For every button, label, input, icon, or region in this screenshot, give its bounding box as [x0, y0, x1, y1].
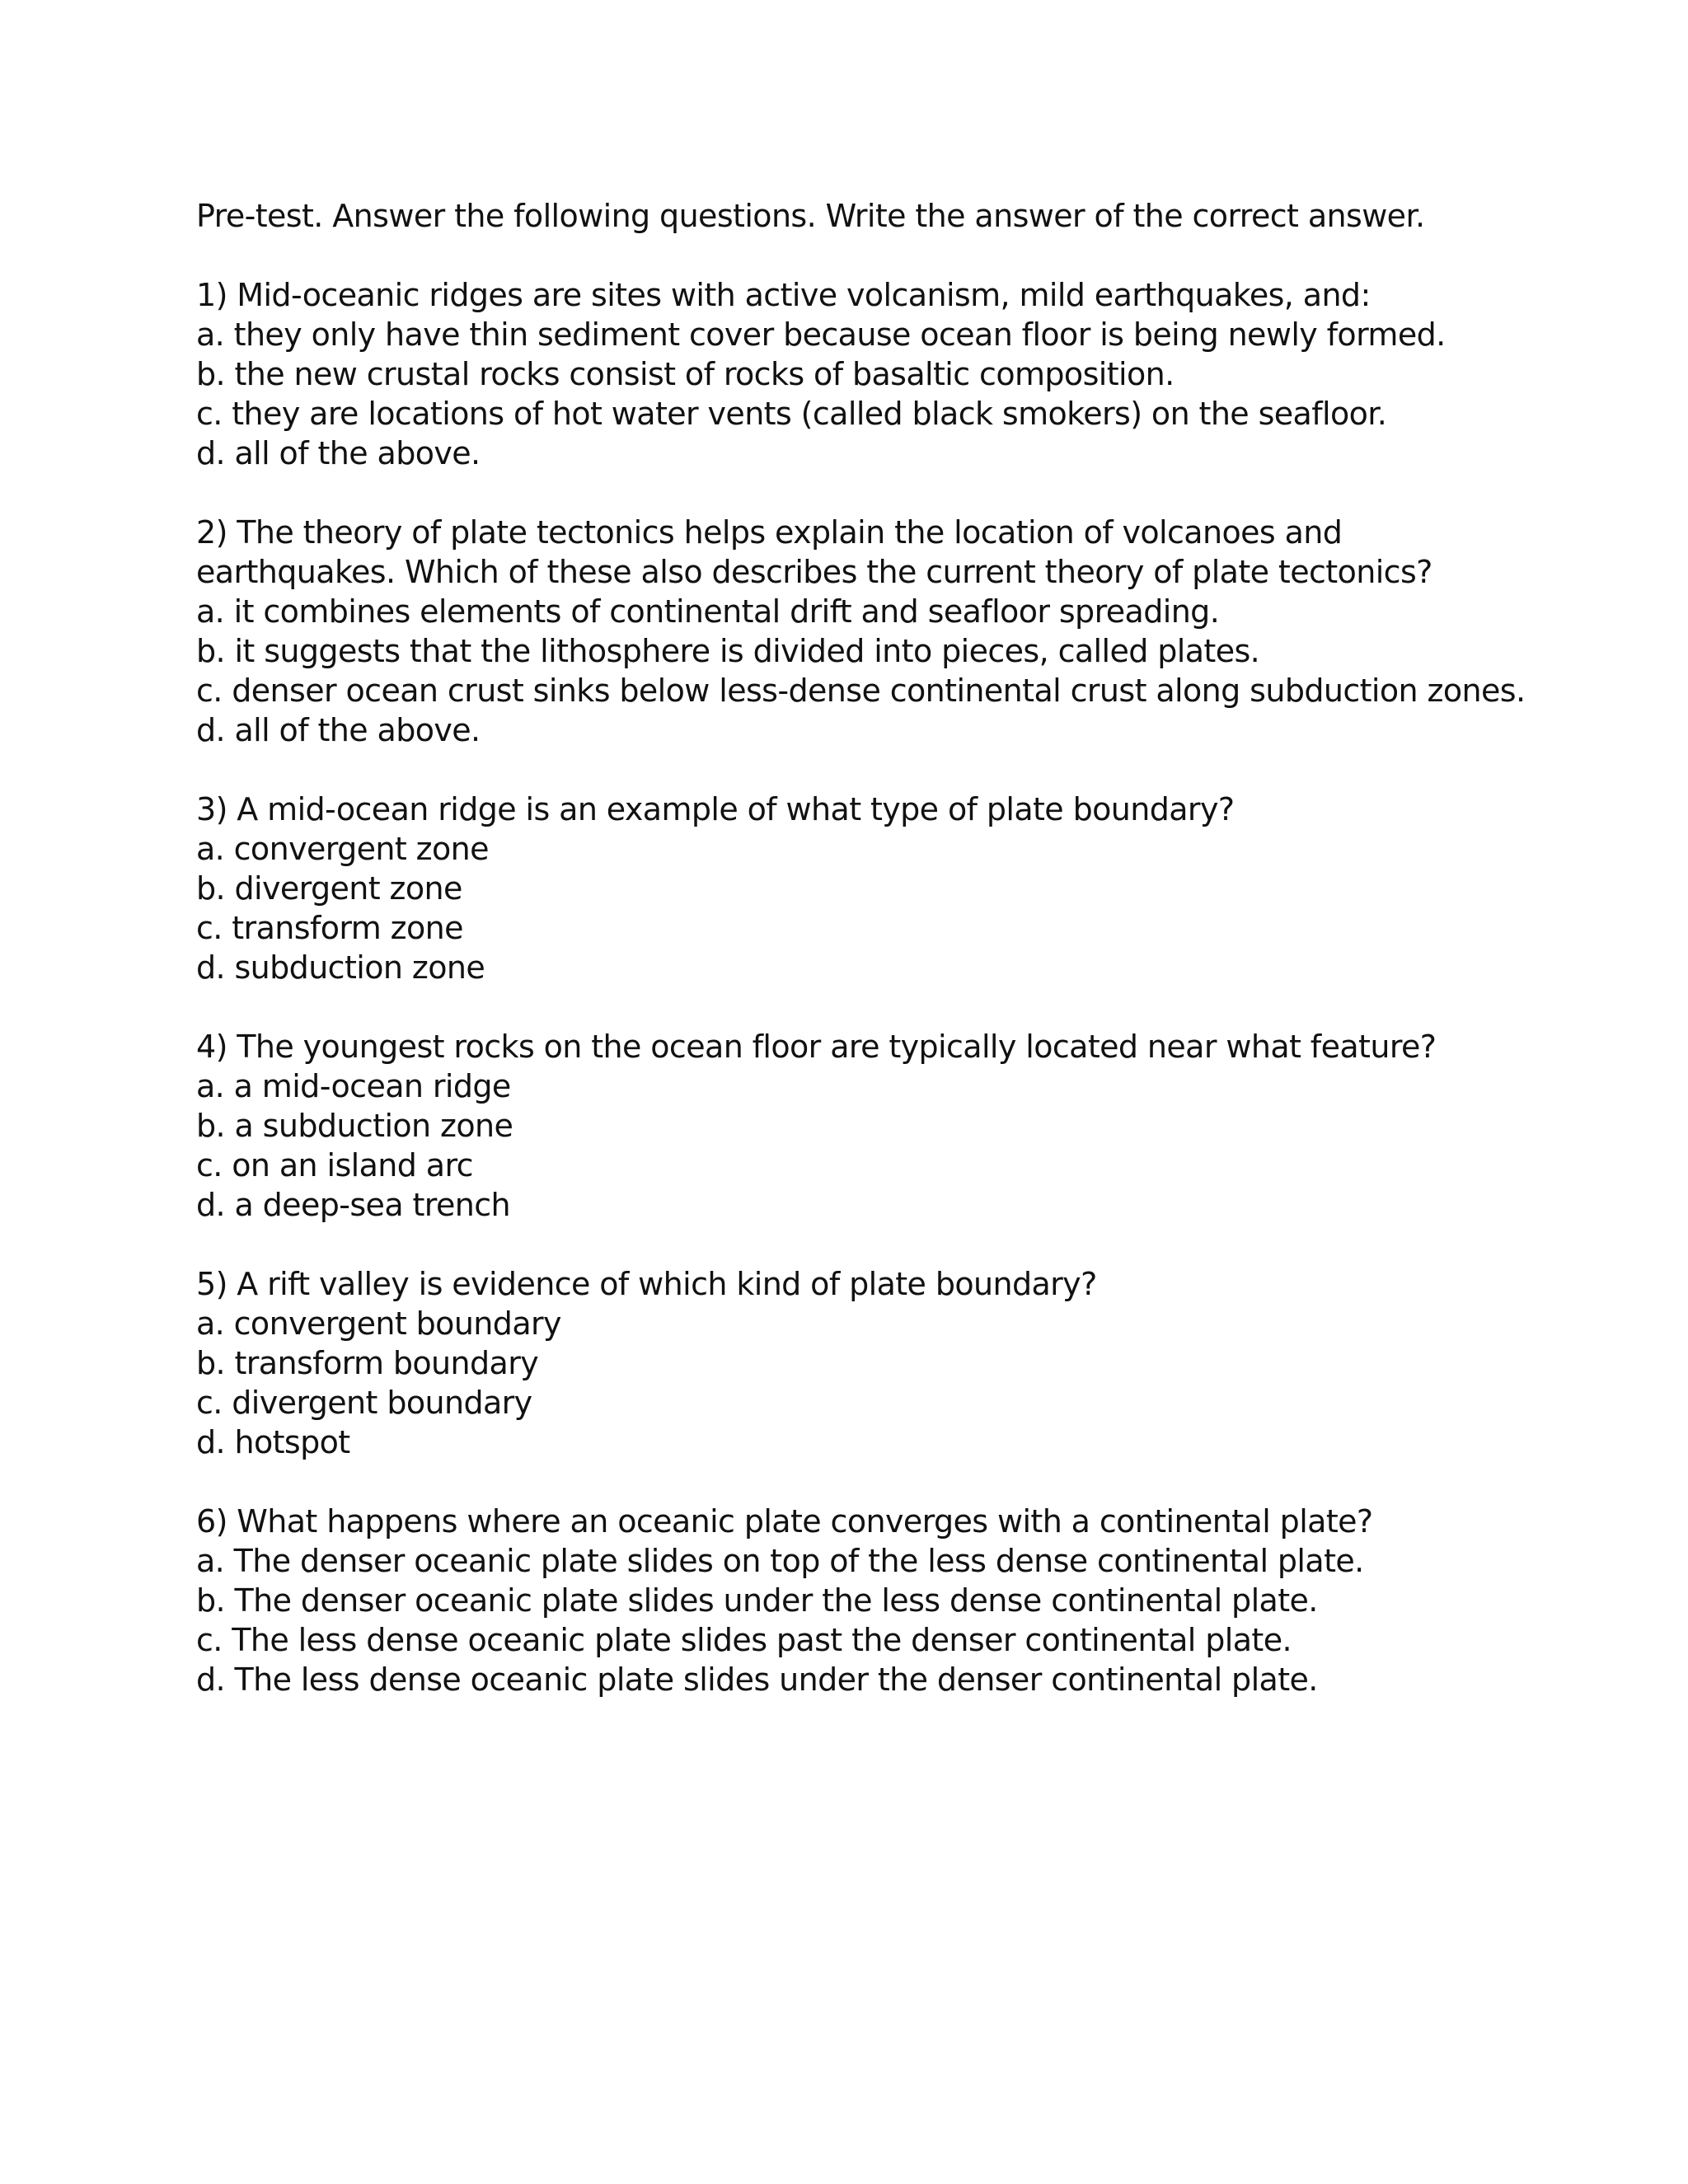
option-item: a. convergent boundary	[196, 1305, 561, 1342]
option-list	[196, 315, 1597, 473]
option-item: c. The less dense oceanic plate slides past the denser continental plate.	[196, 1622, 1292, 1658]
question-prompt: earthquakes. Which of these also describes the current theory of plate tectonics?	[196, 554, 1432, 590]
question-block	[196, 1264, 1597, 1462]
question-prompt: 2) The theory of plate tectonics helps explain the location of volcanoes and	[196, 514, 1343, 551]
option-item: b. The denser oceanic plate slides under the less dense continental plate.	[196, 1582, 1318, 1619]
option-item: a. a mid-ocean ridge	[196, 1068, 511, 1104]
question-prompt: 5) A rift valley is evidence of which kind of plate boundary?	[196, 1266, 1097, 1302]
option-item: a. it combines elements of continental drift and seafloor spreading.	[196, 593, 1220, 630]
document-page	[196, 196, 1597, 1739]
option-item: d. The less dense oceanic plate slides under the denser continental plate.	[196, 1661, 1318, 1698]
question-block	[196, 275, 1597, 473]
option-item: d. hotspot	[196, 1424, 350, 1460]
option-item: d. a deep-sea trench	[196, 1187, 511, 1223]
option-item: c. transform zone	[196, 910, 463, 946]
option-item: c. divergent boundary	[196, 1385, 532, 1421]
option-list	[196, 592, 1597, 750]
option-item: a. The denser oceanic plate slides on top of the less dense continental plate.	[196, 1543, 1364, 1579]
option-list	[196, 1066, 1597, 1225]
instructions-text: Pre-test. Answer the following questions. Write the answer of the correct answer.	[196, 198, 1425, 234]
option-item: a. convergent zone	[196, 831, 489, 867]
option-item: b. it suggests that the lithosphere is divided into pieces, called plates.	[196, 633, 1260, 669]
question-block	[196, 513, 1597, 750]
option-list	[196, 1541, 1597, 1699]
question-block	[196, 1027, 1597, 1225]
option-item: c. on an island arc	[196, 1147, 473, 1183]
option-item: d. all of the above.	[196, 712, 481, 748]
option-item: c. denser ocean crust sinks below less-dense continental crust along subduction zones.	[196, 673, 1526, 709]
question-prompt: 4) The youngest rocks on the ocean floor are typically located near what feature?	[196, 1029, 1437, 1065]
question-prompt: 3) A mid-ocean ridge is an example of what type of plate boundary?	[196, 791, 1235, 827]
question-prompt: 1) Mid-oceanic ridges are sites with active volcanism, mild earthquakes, and:	[196, 277, 1371, 313]
option-item: b. divergent zone	[196, 870, 462, 907]
option-item: b. a subduction zone	[196, 1108, 513, 1144]
option-item: c. they are locations of hot water vents (called black smokers) on the seafloor.	[196, 396, 1387, 432]
question-block	[196, 1502, 1597, 1699]
question-block	[196, 790, 1597, 987]
option-item: b. the new crustal rocks consist of rocks of basaltic composition.	[196, 356, 1175, 392]
option-item: a. they only have thin sediment cover because ocean floor is being newly formed.	[196, 316, 1446, 353]
option-list	[196, 1304, 1597, 1462]
option-item: d. all of the above.	[196, 435, 481, 471]
question-prompt: 6) What happens where an oceanic plate converges with a continental plate?	[196, 1503, 1373, 1540]
option-item: b. transform boundary	[196, 1345, 539, 1381]
option-list	[196, 829, 1597, 987]
option-item: d. subduction zone	[196, 949, 485, 986]
